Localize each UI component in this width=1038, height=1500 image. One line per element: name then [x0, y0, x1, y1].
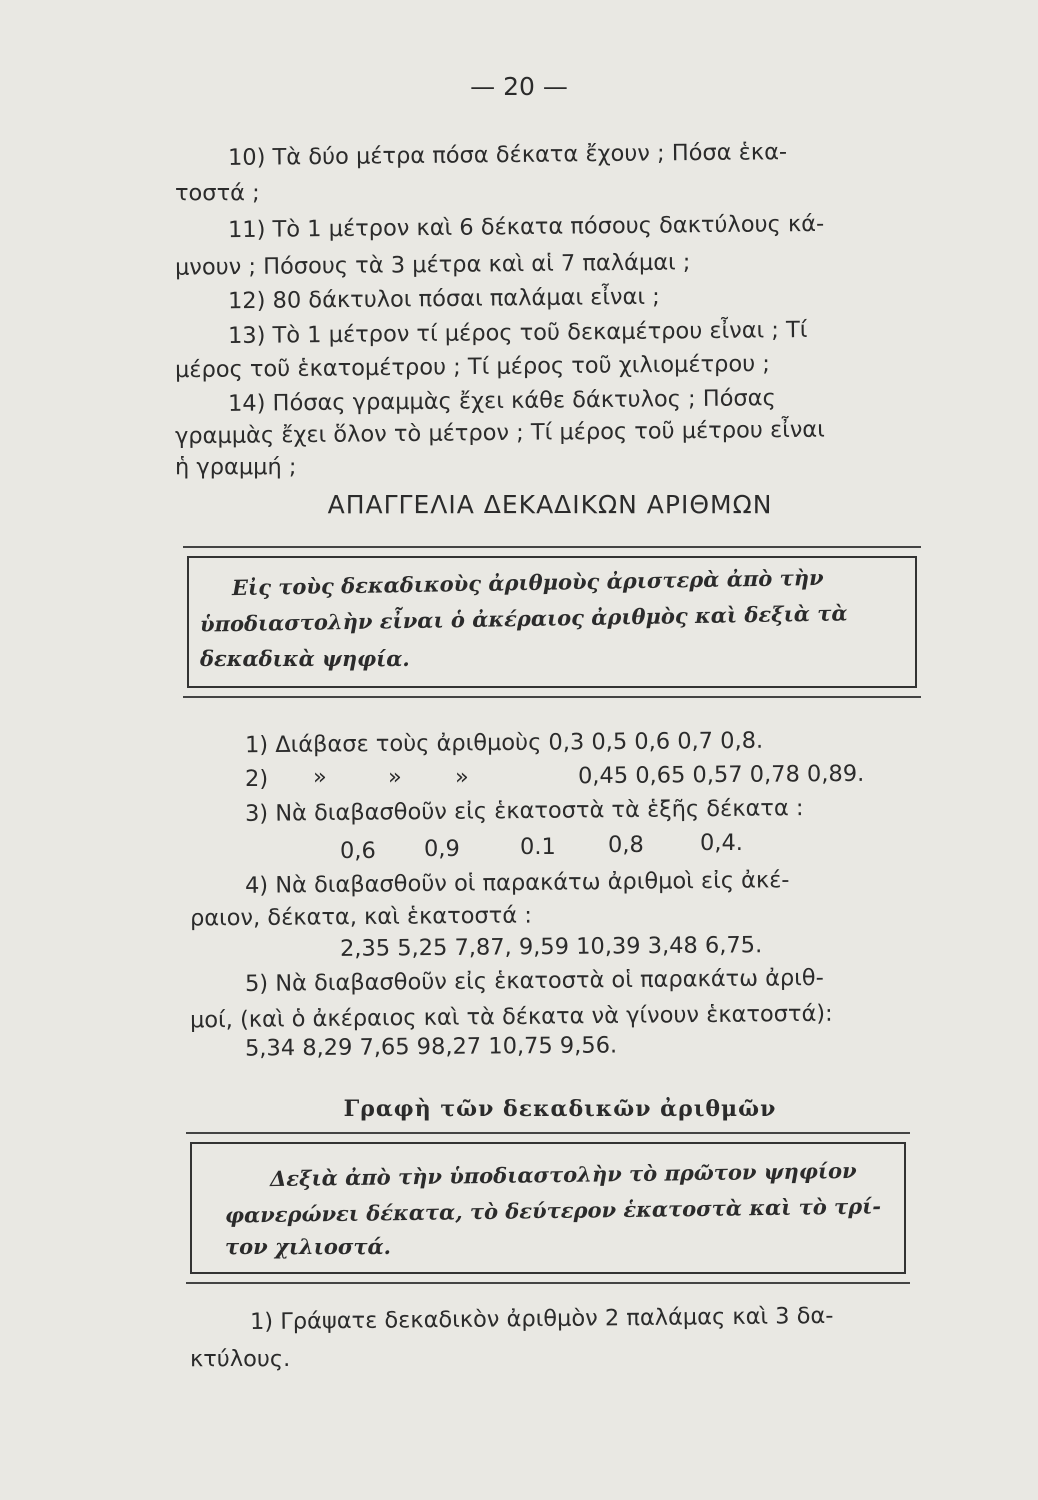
writing-exercise-1-line-1: 1) Γράψατε δεκαδικὸν ἀριθμὸν 2 παλάμας καὶ 3 δα-: [249, 1302, 834, 1336]
question-14-line-1: 14) Πόσας γραμμὰς ἔχει κάθε δάκτυλος ; Πόσας: [227, 385, 776, 417]
exercise-2-ditto-3: »: [455, 764, 469, 790]
exercise-4-line-1: 4) Νὰ διαβασθοῦν οἱ παρακάτω ἀριθμοὶ εἰς ἀκέ-: [244, 867, 790, 899]
exercise-3: 3) Νὰ διαβασθοῦν εἰς ἑκατοστὰ τὰ ἑξῆς δέκατα :: [244, 795, 804, 827]
exercise-2-numbers: 0,45 0,65 0,57 0,78 0,89.: [577, 760, 865, 790]
page-number: — 20 —: [470, 72, 568, 101]
writing-exercise-1-line-2: κτύλους.: [190, 1346, 291, 1372]
exercise-3-number-1: 0,6: [340, 838, 376, 864]
rule-1-line-2: ὑποδιαστολὴν εἶναι ὁ ἀκέραιος ἀριθμὸς καὶ δεξιὰ τὰ: [199, 600, 848, 637]
exercise-3-number-2: 0,9: [424, 836, 460, 862]
rule-1-line-1: Εἰς τοὺς δεκαδικοὺς ἀριθμοὺς ἀριστερὰ ἀπὸ τὴν: [231, 564, 824, 601]
question-14-line-2: γραμμὰς ἔχει ὅλον τὸ μέτρον ; Τί μέρος τοῦ μέτρου εἶναι: [174, 416, 825, 450]
question-13-line-1: 13) Τὸ 1 μέτρον τί μέρος τοῦ δεκαμέτρου εἶναι ; Τί: [227, 316, 808, 350]
question-10-line-1: 10) Τὰ δύο μέτρα πόσα δέκατα ἔχουν ; Πόσα ἑκα-: [227, 139, 788, 171]
rule-1-line-3: δεκαδικὰ ψηφία.: [200, 646, 410, 671]
question-11-line-2: μνουν ; Πόσους τὰ 3 μέτρα καὶ αἱ 7 παλάμαι ;: [174, 249, 691, 281]
section-heading-decimal-writing: Γραφὴ τῶν δεκαδικῶν ἀριθμῶν: [343, 1096, 777, 1122]
section-heading-decimal-reading: ΑΠΑΓΓΕΛΙΑ ΔΕΚΑΔΙΚΩΝ ΑΡΙΘΜΩΝ: [327, 490, 773, 519]
rule-divider-top: [183, 546, 921, 548]
rule2-divider-top: [186, 1132, 910, 1134]
exercise-2-ditto-1: »: [313, 764, 327, 790]
rule2-divider-bottom: [186, 1282, 910, 1284]
exercise-4-numbers: 2,35 5,25 7,87, 9,59 10,39 3,48 6,75.: [339, 932, 763, 962]
exercise-2-label: 2): [245, 766, 269, 792]
question-13-line-2: μέρος τοῦ ἑκατομέτρου ; Τί μέρος τοῦ χιλιομέτρου ;: [174, 350, 771, 384]
exercise-5-line-2: μοί, (καὶ ὁ ἀκέραιος καὶ τὰ δέκατα νὰ γίνουν ἑκατοστά):: [189, 1000, 833, 1034]
rule-2-line-1: Δεξιὰ ἀπὸ τὴν ὑποδιαστολὴν τὸ πρῶτον ψηφίον: [269, 1157, 857, 1192]
question-12-line: 12) 80 δάκτυλοι πόσαι παλάμαι εἶναι ;: [227, 283, 660, 315]
rule-2-line-2: φανερώνει δέκατα, τὸ δεύτερον ἑκατοστὰ καὶ τὸ τρί-: [224, 1193, 882, 1228]
exercise-4-line-2: ραιον, δέκατα, καὶ ἑκατοστά :: [189, 902, 532, 932]
exercise-3-number-4: 0,8: [608, 832, 644, 858]
exercise-3-number-3: 0.1: [520, 834, 556, 860]
question-14-line-3: ἡ γραμμή ;: [175, 454, 297, 480]
rule-2-line-3: τον χιλιοστά.: [225, 1234, 391, 1259]
exercise-2-ditto-2: »: [388, 764, 402, 790]
exercise-3-number-5: 0,4.: [700, 830, 743, 856]
question-10-line-2: τοστά ;: [175, 180, 260, 206]
rule-divider-bottom: [183, 696, 921, 698]
exercise-5-numbers: 5,34 8,29 7,65 98,27 10,75 9,56.: [244, 1032, 618, 1062]
exercise-1: 1) Διάβασε τοὺς ἀριθμοὺς 0,3 0,5 0,6 0,7 0,8.: [244, 727, 764, 759]
question-11-line-1: 11) Τὸ 1 μέτρον καὶ 6 δέκατα πόσους δακτύλους κά-: [227, 210, 825, 244]
exercise-5-line-1: 5) Νὰ διαβασθοῦν εἰς ἑκατοστὰ οἱ παρακάτω ἀριθ-: [244, 964, 824, 998]
